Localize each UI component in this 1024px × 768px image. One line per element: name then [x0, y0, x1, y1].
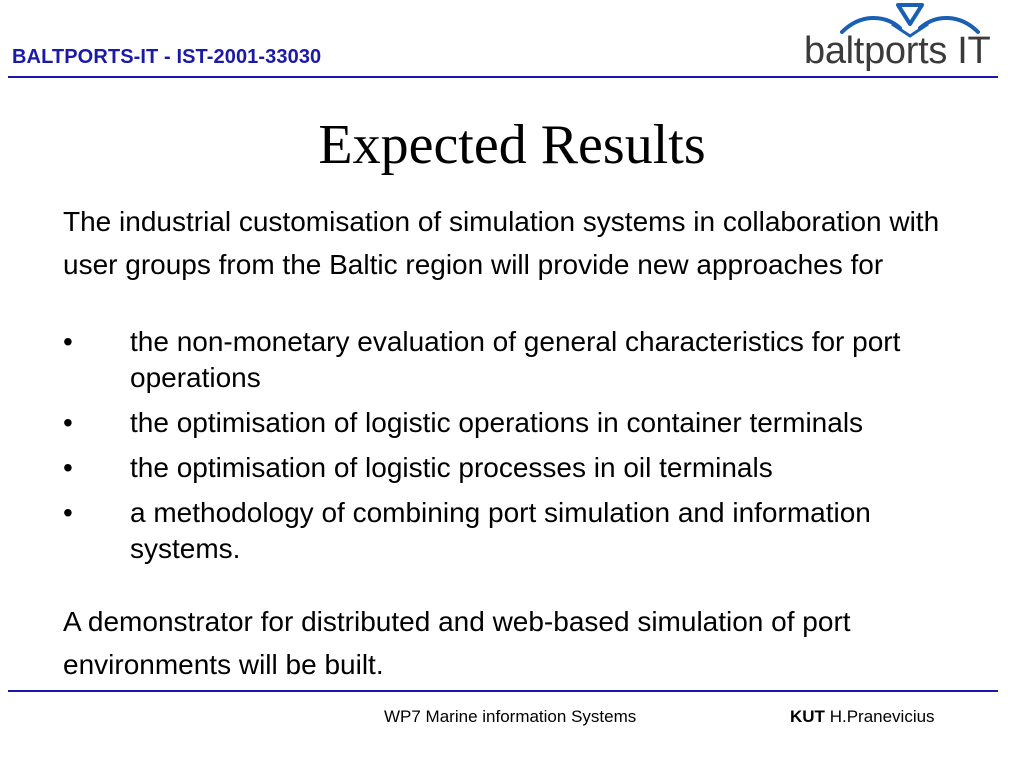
closing-paragraph: A demonstrator for distributed and web-based simulation of port environments will be built. [63, 606, 851, 680]
bullet-list [63, 324, 983, 576]
bullet-text: the optimisation of logistic processes in oil terminals [130, 452, 773, 483]
intro-paragraph: The industrial customisation of simulation systems in collaboration with user groups from the Baltic region will provide new approaches for [63, 206, 940, 280]
bullet-symbol: • [63, 407, 73, 438]
bullet-item [63, 405, 983, 441]
slide-title: Expected Results [318, 114, 706, 176]
bullet-text: the non-monetary evaluation of general characteristics for port operations [130, 326, 901, 393]
bullet-item [63, 495, 983, 567]
bullet-symbol: • [63, 452, 73, 483]
logo-text: baltports IT [804, 30, 991, 72]
header-divider [8, 76, 998, 78]
bullet-text: a methodology of combining port simulation and information systems. [130, 497, 871, 564]
bullet-text: the optimisation of logistic operations in container terminals [130, 407, 864, 438]
footer-section: WP7 Marine information Systems [384, 707, 637, 726]
bullet-symbol: • [63, 497, 73, 528]
footer-author: H.Pranevicius [829, 707, 935, 726]
footer-divider [8, 690, 998, 692]
bullet-symbol: • [63, 326, 73, 357]
footer-credit [790, 707, 935, 727]
logo [800, 2, 991, 78]
bullet-item [63, 450, 983, 486]
footer-org: KUT [790, 707, 825, 726]
bullet-item [63, 324, 983, 396]
project-code: BALTPORTS-IT - IST-2001-33030 [12, 46, 322, 68]
